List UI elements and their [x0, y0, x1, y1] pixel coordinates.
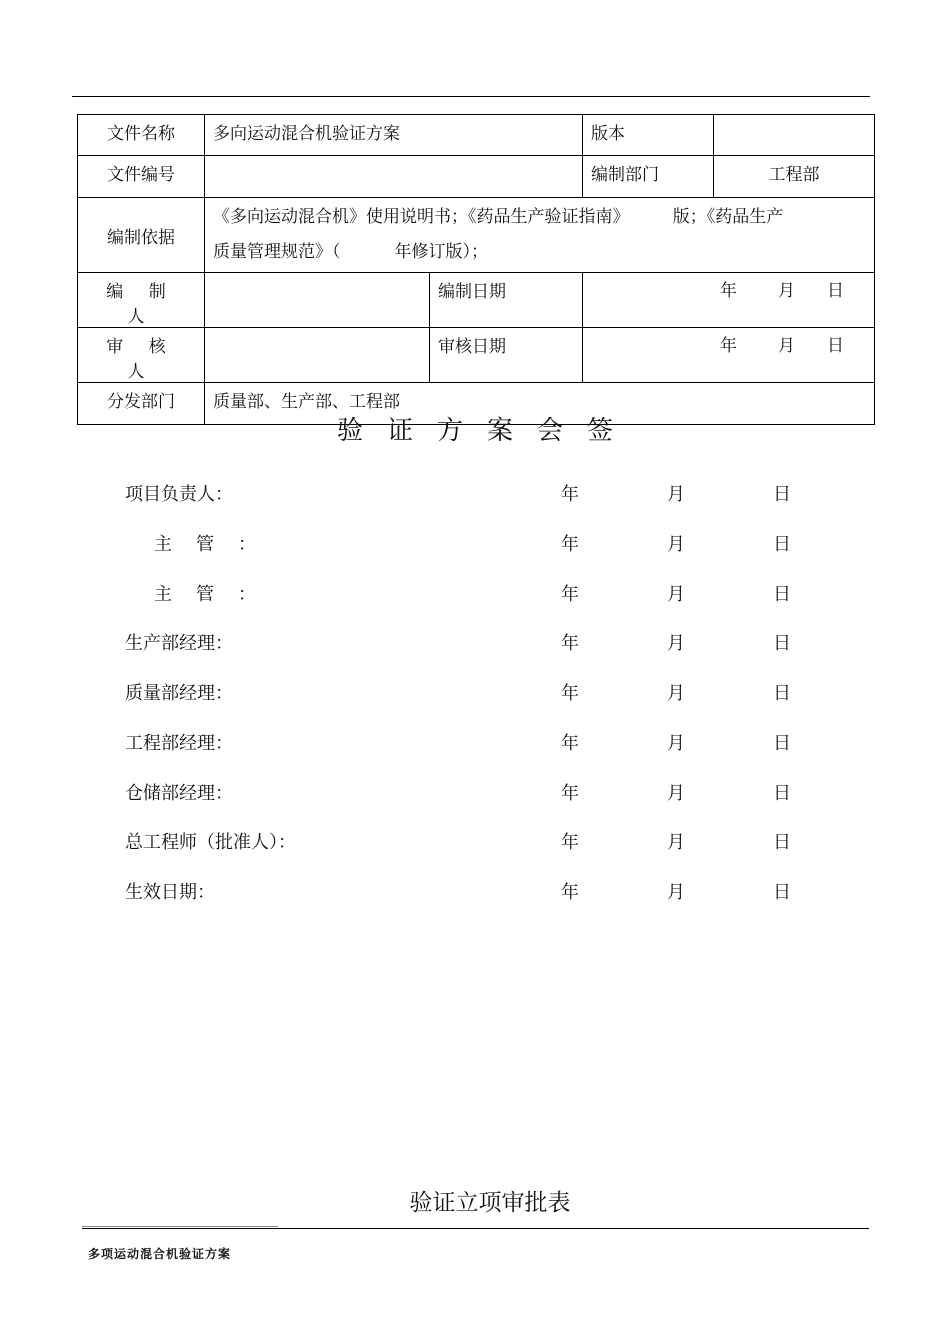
- sign-row-day: 日: [773, 832, 791, 853]
- distribution-value: 质量部、生产部、工程部: [205, 383, 875, 425]
- file-number-label: 文件编号: [78, 156, 205, 198]
- approval-form-title: 验证立项审批表: [409, 1190, 571, 1216]
- sign-row-day: 日: [773, 733, 791, 754]
- file-name-label: 文件名称: [78, 115, 205, 156]
- page-footer: 多项运动混合机验证方案: [88, 1247, 232, 1261]
- sign-row: [0, 530, 950, 556]
- sign-row-month: 月: [667, 832, 685, 853]
- row-file-name: [78, 115, 875, 156]
- author-date-year: 年: [720, 281, 737, 301]
- sign-row-label: 工程部经理：: [125, 733, 233, 754]
- review-date-year: 年: [720, 336, 737, 356]
- sign-row-label: 质量部经理：: [125, 683, 233, 704]
- author-date-day: 日: [827, 281, 844, 301]
- sign-row-month: 月: [667, 584, 685, 605]
- sign-row-label: 主管：: [154, 534, 280, 555]
- sign-row-year: 年: [561, 733, 579, 754]
- sign-row-month: 月: [667, 733, 685, 754]
- document-info-table: [77, 114, 875, 425]
- sign-row-month: 月: [667, 633, 685, 654]
- sign-row-month: 月: [667, 783, 685, 804]
- sign-row-label: 生效日期：: [125, 882, 215, 903]
- author-label: 编 制 人: [78, 273, 205, 328]
- sign-row-day: 日: [773, 633, 791, 654]
- sign-row-year: 年: [561, 783, 579, 804]
- footer-rule-thin: [82, 1226, 278, 1227]
- row-author: [78, 273, 875, 328]
- basis-value: [205, 198, 875, 273]
- author-date-value: [583, 273, 875, 328]
- sign-row-label: 仓储部经理：: [125, 783, 233, 804]
- version-label: 版本: [583, 115, 714, 156]
- review-date-month: 月: [778, 336, 795, 356]
- top-rule: [72, 96, 870, 97]
- sign-row-year: 年: [561, 584, 579, 605]
- sign-row: [0, 878, 950, 904]
- sign-row-month: 月: [667, 534, 685, 555]
- review-date-label: 审核日期: [430, 328, 583, 383]
- author-date-label: 编制日期: [430, 273, 583, 328]
- sign-row: [0, 580, 950, 606]
- author-value: [205, 273, 430, 328]
- sign-row: [0, 779, 950, 805]
- row-reviewer: [78, 328, 875, 383]
- basis-line-2: 质量管理规范》（ 年修订版）；: [213, 242, 489, 262]
- sign-row-year: 年: [561, 633, 579, 654]
- sign-row-day: 日: [773, 534, 791, 555]
- sign-section-title: 验证方案会签: [336, 416, 637, 446]
- basis-label: 编制依据: [78, 198, 205, 273]
- row-file-number: [78, 156, 875, 198]
- reviewer-value: [205, 328, 430, 383]
- sign-row-year: 年: [561, 832, 579, 853]
- sign-row-month: 月: [667, 882, 685, 903]
- sign-row-day: 日: [773, 484, 791, 505]
- department-label: 编制部门: [583, 156, 714, 198]
- sign-row-label: 主管：: [154, 584, 280, 605]
- sign-row-label: 总工程师（批准人）：: [125, 832, 296, 853]
- row-basis: [78, 198, 875, 273]
- sign-row-month: 月: [667, 484, 685, 505]
- reviewer-label: 审 核 人: [78, 328, 205, 383]
- sign-row-day: 日: [773, 783, 791, 804]
- distribution-label: 分发部门: [78, 383, 205, 425]
- file-number-value: [205, 156, 583, 198]
- sign-row: [0, 828, 950, 854]
- sign-row-year: 年: [561, 882, 579, 903]
- version-value: [714, 115, 875, 156]
- sign-row-month: 月: [667, 683, 685, 704]
- sign-row-year: 年: [561, 484, 579, 505]
- sign-row-year: 年: [561, 534, 579, 555]
- department-value: 工程部: [714, 156, 875, 198]
- author-date-month: 月: [778, 281, 795, 301]
- sign-row: [0, 729, 950, 755]
- file-name-value: 多向运动混合机验证方案: [205, 115, 583, 156]
- footer-rule: [82, 1228, 869, 1229]
- sign-row-day: 日: [773, 683, 791, 704]
- basis-line-1: 《多向运动混合机》使用说明书；《药品生产验证指南》 版；《药品生产: [213, 207, 784, 227]
- sign-row: [0, 679, 950, 705]
- sign-row: [0, 629, 950, 655]
- sign-row-day: 日: [773, 882, 791, 903]
- sign-row-year: 年: [561, 683, 579, 704]
- review-date-day: 日: [827, 336, 844, 356]
- sign-row-label: 生产部经理：: [125, 633, 233, 654]
- review-date-value: [583, 328, 875, 383]
- sign-row-label: 项目负责人：: [125, 484, 233, 505]
- sign-row-day: 日: [773, 584, 791, 605]
- sign-row: [0, 480, 950, 506]
